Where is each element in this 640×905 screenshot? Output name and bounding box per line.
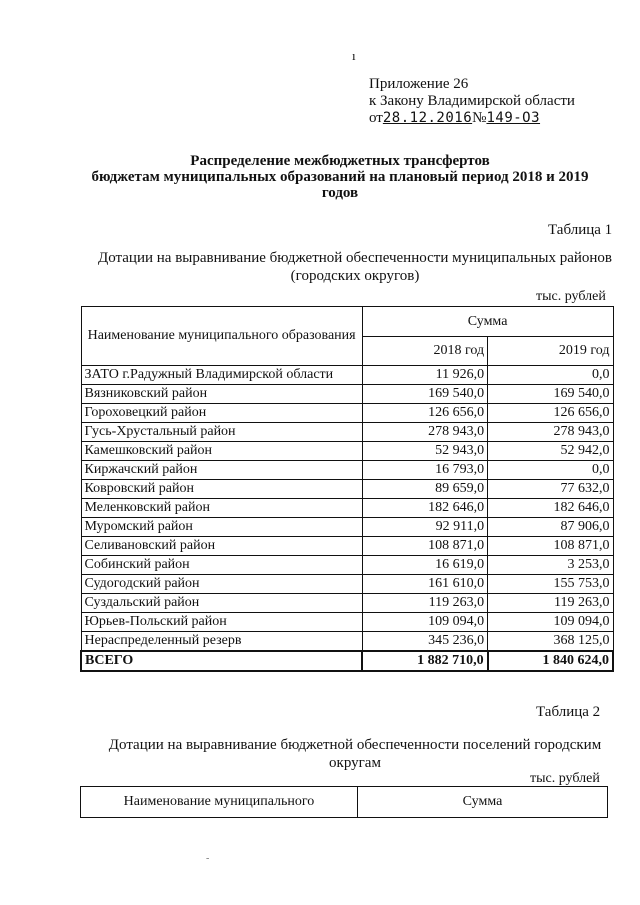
table-row (81, 632, 613, 652)
table1-header-sum: Сумма (362, 307, 613, 337)
municipality-name: Гусь-Хрустальный район (81, 423, 362, 442)
table2-caption-line-2: округам (329, 755, 381, 771)
value-2019: 278 943,0 (488, 423, 613, 442)
value-2018: 161 610,0 (362, 575, 487, 594)
appendix-law-number: 149-ОЗ (486, 110, 541, 126)
municipality-name: Киржачский район (81, 461, 362, 480)
municipality-name: Судогодский район (81, 575, 362, 594)
table2-header-sum: Сумма (358, 787, 608, 818)
municipality-name: Вязниковский район (81, 385, 362, 404)
value-2019: 0,0 (488, 366, 613, 385)
municipality-name: Меленковский район (81, 499, 362, 518)
value-2019: 108 871,0 (488, 537, 613, 556)
municipality-name: Нераспределенный резерв (81, 632, 362, 652)
table1-total-label: ВСЕГО (81, 651, 362, 671)
municipality-name: Селивановский район (81, 537, 362, 556)
value-2019: 87 906,0 (488, 518, 613, 537)
table-row (81, 518, 613, 537)
appendix-law: к Закону Владимирской области (369, 93, 575, 109)
table1-caption (70, 249, 640, 285)
title-line-3: годов (321, 185, 359, 201)
value-2018: 89 659,0 (362, 480, 487, 499)
value-2018: 345 236,0 (362, 632, 487, 652)
municipality-name: ЗАТО г.Радужный Владимирской области (81, 366, 362, 385)
value-2019: 77 632,0 (488, 480, 613, 499)
table-row (81, 613, 613, 632)
municipality-name: Ковровский район (81, 480, 362, 499)
table2 (80, 786, 608, 818)
table-row (81, 442, 613, 461)
table-row (81, 575, 613, 594)
table2-caption (70, 736, 640, 772)
value-2018: 109 094,0 (362, 613, 487, 632)
value-2018: 182 646,0 (362, 499, 487, 518)
table2-label: Таблица 2 (536, 704, 601, 720)
value-2018: 11 926,0 (362, 366, 487, 385)
table1-header-name: Наименование муниципального образования (81, 307, 362, 366)
table-row (81, 556, 613, 575)
table1-header-2018: 2018 год (362, 337, 487, 366)
appendix-number-sign: № (472, 110, 487, 126)
value-2019: 169 540,0 (488, 385, 613, 404)
value-2018: 169 540,0 (362, 385, 487, 404)
municipality-name: Собинский район (81, 556, 362, 575)
value-2019: 368 125,0 (488, 632, 613, 652)
value-2019: 0,0 (488, 461, 613, 480)
value-2019: 109 094,0 (488, 613, 613, 632)
table2-caption-line-1: Дотации на выравнивание бюджетной обеспеченности поселений городским (108, 737, 602, 753)
value-2018: 108 871,0 (362, 537, 487, 556)
value-2018: 92 911,0 (362, 518, 487, 537)
appendix-from-prefix: от (369, 110, 383, 126)
table1-total-2018: 1 882 710,0 (362, 651, 487, 671)
appendix-block (369, 76, 575, 127)
table1-header-2019: 2019 год (488, 337, 613, 366)
page-mark: ı (352, 48, 356, 63)
value-2018: 278 943,0 (362, 423, 487, 442)
appendix-date-line (369, 110, 575, 127)
table-row (81, 423, 613, 442)
municipality-name: Муромский район (81, 518, 362, 537)
value-2018: 16 793,0 (362, 461, 487, 480)
value-2019: 52 942,0 (488, 442, 613, 461)
table2-header-name: Наименование муниципального (81, 787, 358, 818)
table-row (81, 480, 613, 499)
table-row (81, 537, 613, 556)
municipality-name: Камешковский район (81, 442, 362, 461)
appendix-date: 28.12.2016 (382, 110, 473, 126)
table-row (81, 366, 613, 385)
table1 (80, 306, 614, 672)
value-2019: 126 656,0 (488, 404, 613, 423)
title-line-2: бюджетам муниципальных образований на плановый период 2018 и 2019 (91, 169, 589, 185)
municipality-name: Суздальский район (81, 594, 362, 613)
scan-mark: - (206, 853, 210, 864)
title-line-1: Распределение межбюджетных трансфертов (190, 153, 490, 169)
table-row (81, 499, 613, 518)
table1-caption-line-2: (городских округов) (290, 268, 420, 284)
table1-label: Таблица 1 (548, 222, 613, 238)
table1-body (81, 366, 613, 652)
value-2018: 16 619,0 (362, 556, 487, 575)
value-2018: 119 263,0 (362, 594, 487, 613)
value-2018: 126 656,0 (362, 404, 487, 423)
table-row (81, 385, 613, 404)
table1-units: тыс. рублей (536, 289, 606, 304)
appendix-number: Приложение 26 (369, 76, 469, 92)
municipality-name: Гороховецкий район (81, 404, 362, 423)
value-2018: 52 943,0 (362, 442, 487, 461)
table2-units: тыс. рублей (530, 771, 600, 786)
table-row (81, 594, 613, 613)
value-2019: 182 646,0 (488, 499, 613, 518)
table1-total-row (81, 651, 613, 671)
value-2019: 119 263,0 (488, 594, 613, 613)
municipality-name: Юрьев-Польский район (81, 613, 362, 632)
value-2019: 3 253,0 (488, 556, 613, 575)
value-2019: 155 753,0 (488, 575, 613, 594)
table-row (81, 461, 613, 480)
table1-total-2019: 1 840 624,0 (488, 651, 613, 671)
document-title (40, 153, 640, 201)
table1-caption-line-1: Дотации на выравнивание бюджетной обеспеченности муниципальных районов (98, 250, 612, 266)
table-row (81, 404, 613, 423)
